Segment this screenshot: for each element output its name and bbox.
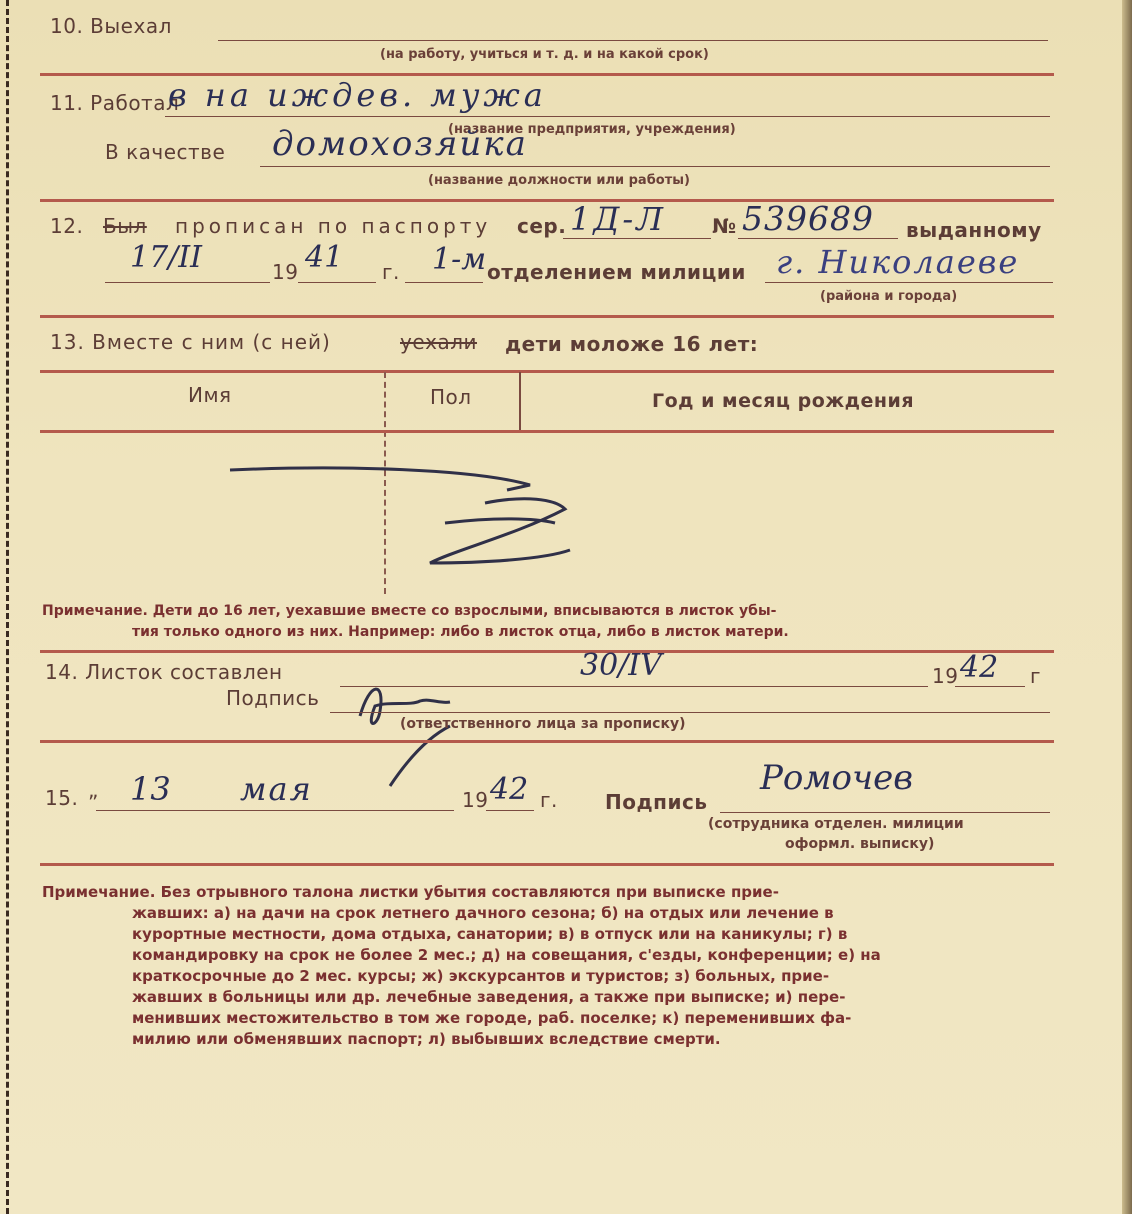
footnote-line: краткосрочные до 2 мес. курсы; ж) экскурсантов и туристов; з) больных, прие- bbox=[132, 967, 830, 985]
section-10-label: 10. Выехал bbox=[50, 14, 172, 38]
role-hint: (название должности или работы) bbox=[428, 173, 690, 188]
series-value: 1Д-Л bbox=[570, 200, 666, 238]
section-14-label: 14. Листок составлен bbox=[45, 660, 283, 684]
workplace-value: в на иждев. мужа bbox=[168, 76, 547, 114]
officer-hint-2: оформл. выписку) bbox=[785, 836, 935, 852]
section-13-struck: уехали bbox=[400, 330, 478, 354]
table-top-line bbox=[40, 370, 1054, 373]
footnote-line: жавших в больницы или др. лечебные заведения, а также при выписке; и) пере- bbox=[132, 988, 846, 1006]
section-13-label: 13. Вместе с ним (с ней) bbox=[50, 330, 331, 354]
passport-number: 539689 bbox=[742, 199, 874, 238]
footnote-line: менивших местожительство в том же городе, раб. поселке; к) переменивших фа- bbox=[132, 1009, 852, 1027]
city-value: г. Николаеве bbox=[776, 243, 1020, 281]
number-line bbox=[738, 238, 898, 239]
section-12-struck: Был bbox=[103, 214, 147, 238]
dept-line bbox=[405, 282, 483, 283]
discharge-date-line bbox=[96, 810, 454, 811]
table-divider-2 bbox=[519, 372, 521, 430]
col-birth-header: Год и месяц рождения bbox=[652, 390, 915, 412]
issue-date: 17/II bbox=[130, 240, 202, 275]
section-13-note-2: тия только одного из них. Например: либо в листок отца, либо в листок матери. bbox=[132, 624, 789, 640]
z-cancel-mark bbox=[225, 455, 605, 585]
section-15-label: 15. bbox=[45, 786, 79, 810]
section-12-label: прописан по паспорту bbox=[175, 214, 492, 238]
year-g: г. bbox=[382, 260, 400, 284]
signature-hint: (ответственного лица за прописку) bbox=[400, 716, 686, 732]
section-10-line bbox=[218, 40, 1048, 41]
table-header-line bbox=[40, 430, 1054, 433]
signature-line bbox=[330, 712, 1050, 713]
series-line bbox=[563, 238, 711, 239]
police-dept-number: 1-м bbox=[432, 242, 487, 277]
workplace-line bbox=[165, 116, 1050, 117]
perforation-edge bbox=[6, 0, 9, 1214]
discharge-day: 13 bbox=[130, 770, 171, 808]
section-13-label-end: дети моложе 16 лет: bbox=[505, 332, 759, 356]
divider-2 bbox=[40, 199, 1054, 202]
officer-hint-1: (сотрудника отделен. милиции bbox=[708, 816, 964, 832]
section-11-label: 11. Работал bbox=[50, 91, 180, 115]
divider-6 bbox=[40, 863, 1054, 866]
signature-label: Подпись bbox=[226, 686, 320, 710]
discharge-g: г. bbox=[540, 788, 558, 812]
col-name-header: Имя bbox=[188, 383, 232, 407]
compiled-year: 42 bbox=[960, 650, 999, 685]
officer-signature-label: Подпись bbox=[605, 790, 708, 814]
officer-signature: Ромочев bbox=[760, 758, 914, 798]
quote-open: „ bbox=[88, 778, 99, 802]
issue-year: 41 bbox=[305, 240, 344, 275]
signature-1 bbox=[330, 676, 500, 796]
compiled-year-prefix: 19 bbox=[932, 664, 959, 688]
role-label: В качестве bbox=[105, 140, 226, 164]
divider-4 bbox=[40, 650, 1054, 653]
footnote-line: милию или обменявших паспорт; л) выбывших вследствие смерти. bbox=[132, 1030, 721, 1048]
city-hint: (района и города) bbox=[820, 289, 958, 304]
year-line bbox=[298, 282, 376, 283]
discharge-year-line bbox=[486, 810, 534, 811]
compiled-date: 30/IV bbox=[580, 648, 662, 683]
workplace-hint: (название предприятия, учреждения) bbox=[448, 122, 736, 137]
discharge-year: 42 bbox=[490, 772, 529, 807]
compiled-g: г bbox=[1030, 664, 1042, 688]
compiled-year-line bbox=[955, 686, 1025, 687]
police-dept-label: отделением милиции bbox=[487, 260, 746, 284]
footnote-line: Примечание. Без отрывного талона листки убытия составляются при выписке прие- bbox=[42, 883, 779, 901]
divider-5 bbox=[40, 740, 1054, 743]
issue-date-line bbox=[105, 282, 270, 283]
footnote-line: командировку на срок не более 2 мес.; д) на совещания, с'езды, конференции; е) на bbox=[132, 946, 881, 964]
section-12-num: 12. bbox=[50, 214, 84, 238]
role-line bbox=[260, 166, 1050, 167]
section-13-note: Примечание. Дети до 16 лет, уехавшие вместе со взрослыми, вписываются в листок убы- bbox=[42, 603, 777, 619]
series-label: сер. bbox=[517, 214, 567, 238]
divider-3 bbox=[40, 315, 1054, 318]
issued-label: выданному bbox=[906, 218, 1042, 242]
city-line bbox=[765, 282, 1053, 283]
footnote-block bbox=[42, 882, 1052, 1050]
year-prefix: 19 bbox=[272, 260, 299, 284]
footnote-line: курортные местности, дома отдыха, санатории; в) в отпуск или на каникулы; г) в bbox=[132, 925, 848, 943]
officer-signature-line bbox=[720, 812, 1050, 813]
section-10-hint: (на работу, учиться и т. д. и на какой срок) bbox=[380, 47, 709, 62]
col-sex-header: Пол bbox=[430, 385, 472, 409]
discharge-month: мая bbox=[240, 770, 313, 808]
footnote-line: жавших: а) на дачи на срок летнего дачного сезона; б) на отдых или лечение в bbox=[132, 904, 834, 922]
number-label: № bbox=[712, 214, 737, 238]
discharge-year-prefix: 19 bbox=[462, 788, 489, 812]
role-value: домохозяйка bbox=[272, 124, 528, 164]
